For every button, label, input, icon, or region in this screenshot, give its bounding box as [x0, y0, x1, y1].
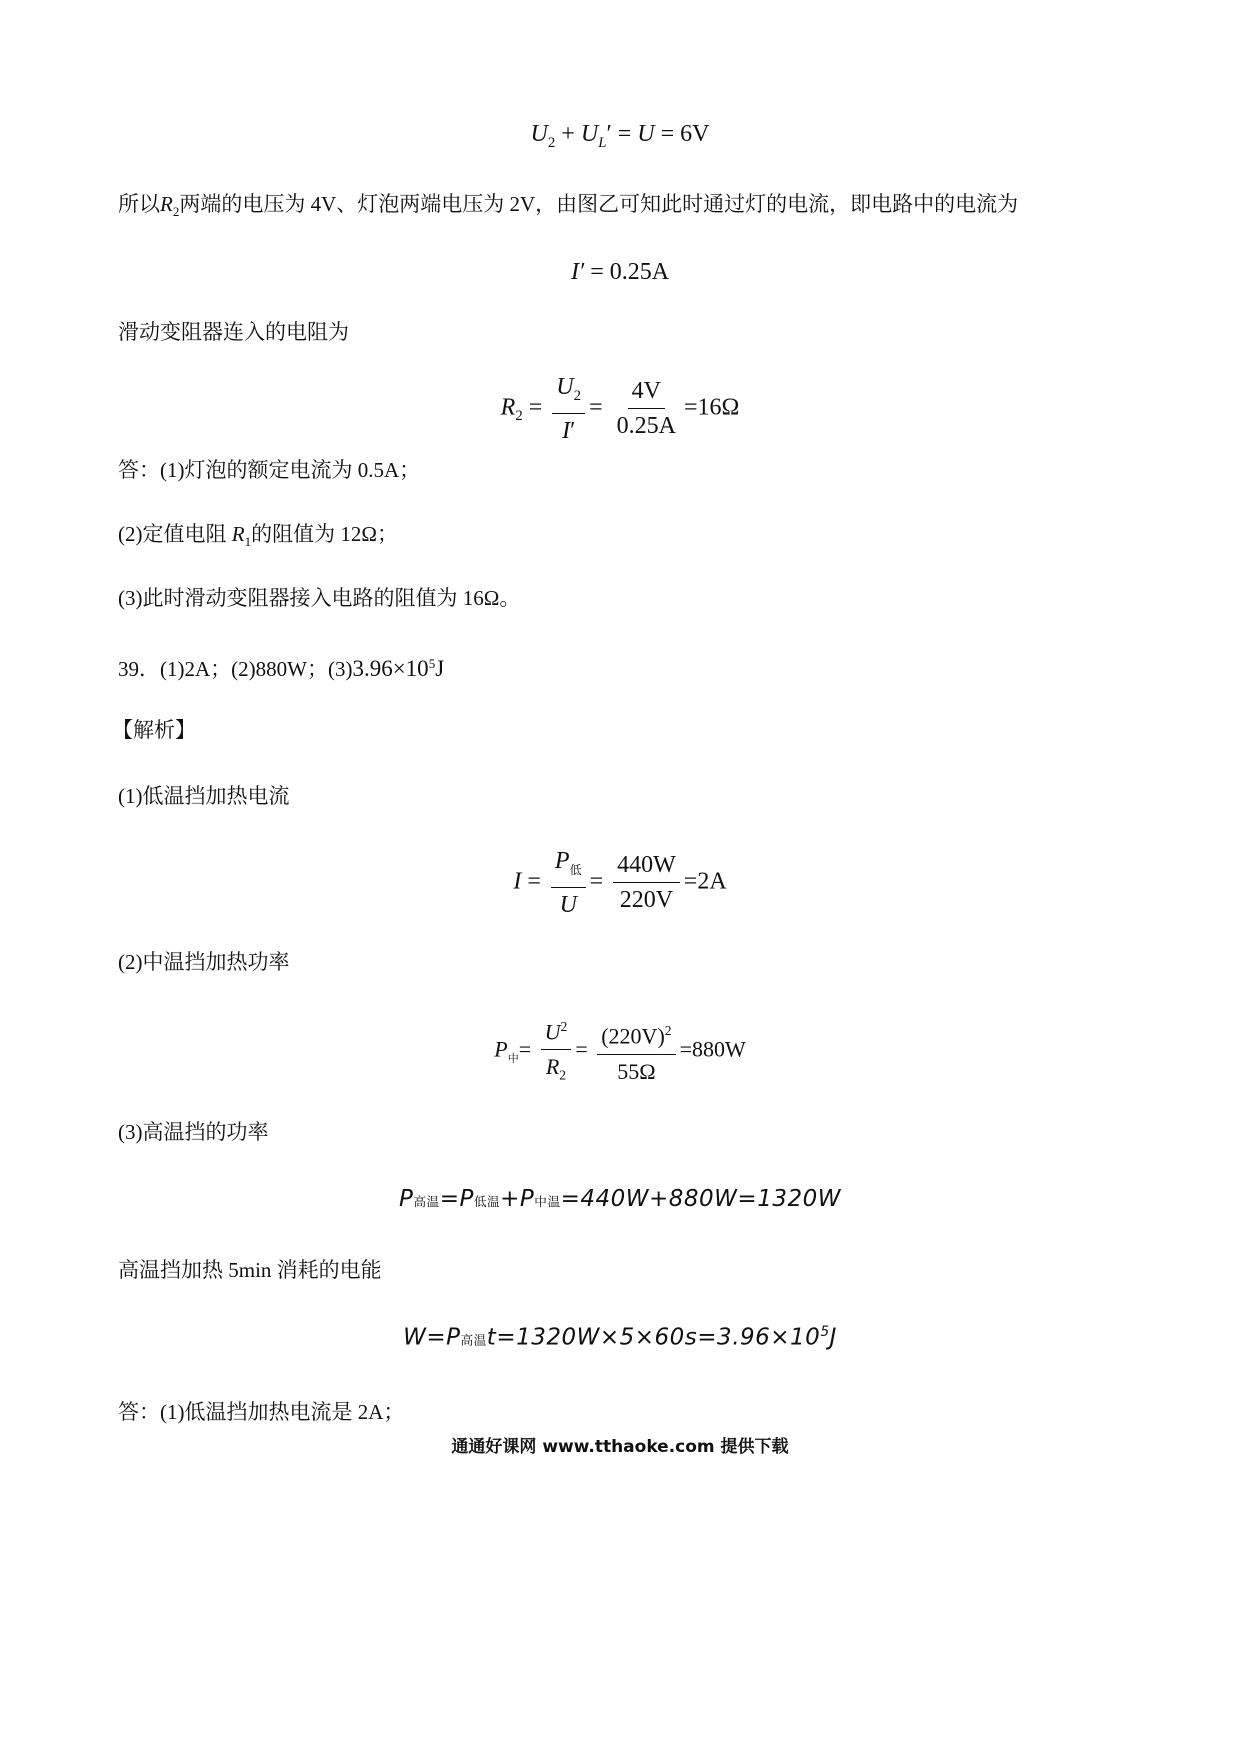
equation-low-current: I = $\frac{P_低}{U}$ = $\frac{440W}{220V}$ =2A	[513, 848, 727, 918]
equation-voltage-sum: $U_2 + U_L' = U = 6V$	[530, 121, 710, 151]
equation-energy: W=P高温$t=1320W\times 5\times 60s=3.96\times 10^5J$	[403, 1324, 837, 1351]
analysis-heading: 【解析】	[112, 718, 196, 742]
answer-final-1: 答：(1)低温挡加热电流是 2A；	[118, 1400, 405, 1424]
step-3-label: (3)高温挡的功率	[118, 1120, 269, 1144]
equation-mid-power: $P_中=$ $\frac{U^2}{R_2}$ = $\frac{(220V)^2}{55\Omega}$ =880W	[0, 1012, 1240, 1091]
equation-current: I′ = 0.25A	[570, 259, 670, 285]
answer-1: 答：(1)灯泡的额定电流为 0.5A；	[118, 458, 421, 482]
step-4-label: 高温挡加热 5min 消耗的电能	[118, 1258, 382, 1282]
step-1-label: (1)低温挡加热电流	[118, 784, 290, 808]
footer-watermark: 通通好课网 www.tthaoke.com 提供下载	[451, 1437, 789, 1457]
equation-resistance-r2: $R_2$ = $\frac{U_2}{I'}$ = $\frac{4V}{0.25A}$ =16Ω	[500, 374, 740, 444]
question-39-answer: 39．(1)2A；(2)880W；$(3)3.96\times 10^5J$	[118, 656, 445, 681]
answer-3: (3)此时滑动变阻器接入电路的阻值为 16Ω。	[118, 586, 521, 610]
paragraph-resistance-intro: 滑动变阻器连入的电阻为	[118, 320, 349, 344]
step-2-label: (2)中温挡加热功率	[118, 950, 290, 974]
equation-high-power: P高温=P低温+P中温=440W+880W=1320W	[399, 1186, 841, 1212]
paragraph-voltage-explanation: 所以$R_2$两端的电压为 4V、灯泡两端电压为 2V，由图乙可知此时通过灯的电流，即电路中的电流为	[118, 192, 1019, 220]
answer-2: (2)定值电阻 $R_1$的阻值为 12Ω；	[118, 522, 398, 550]
